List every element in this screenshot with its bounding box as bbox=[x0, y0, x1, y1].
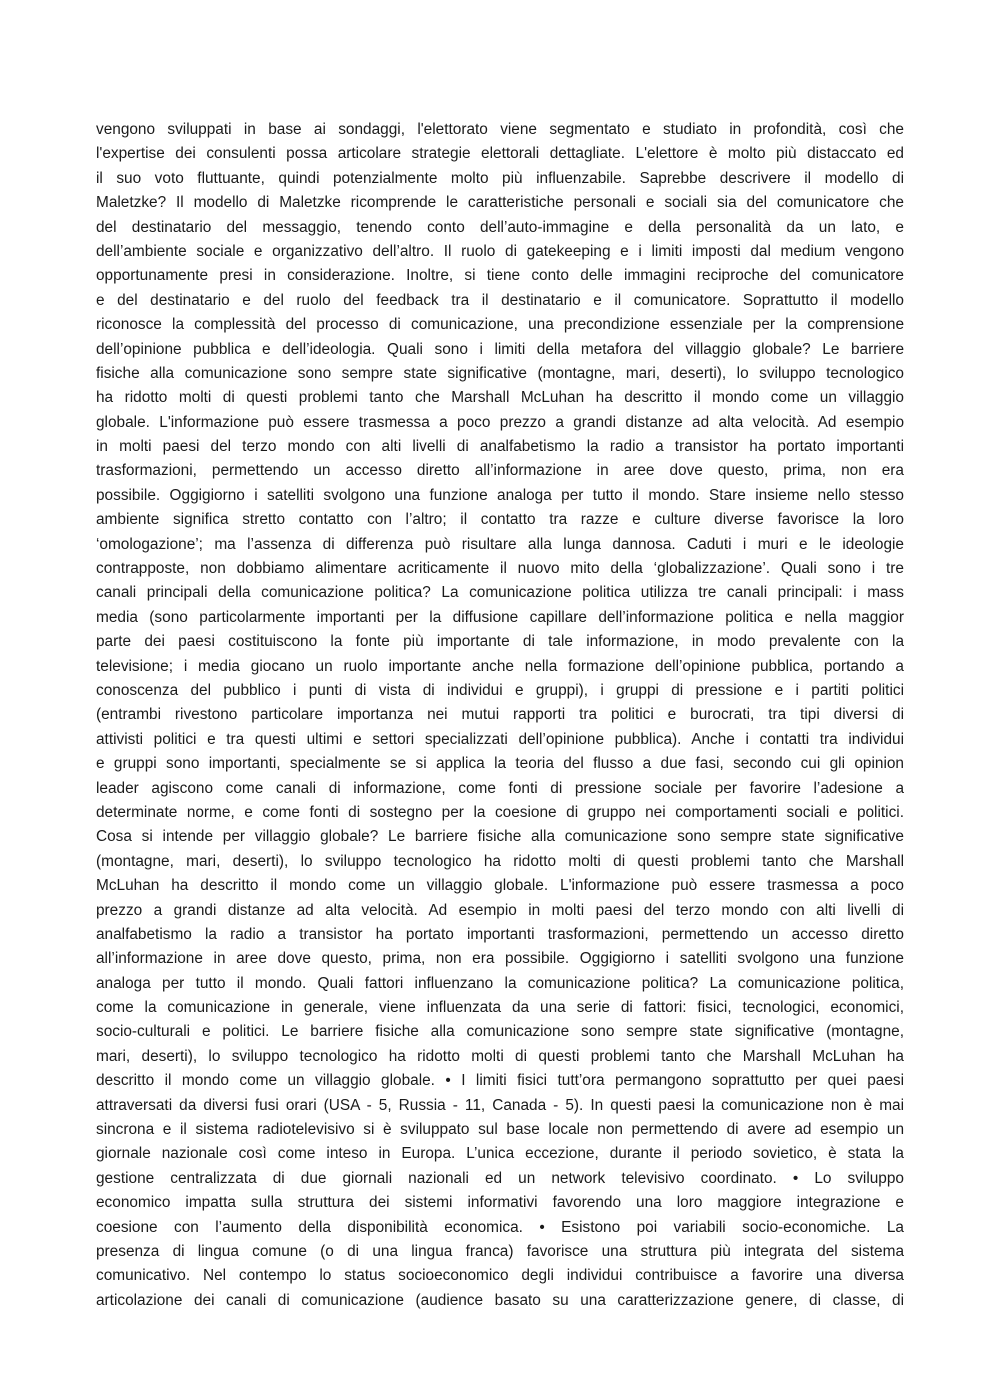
text-line: e gruppi sono importanti, specialmente se si applica la teoria del flusso a due fasi, secondo cui gli opinion bbox=[96, 755, 904, 773]
text-line: conoscenza del pubblico i punti di vista di individui e gruppi), i gruppi di pressione e i partiti politici bbox=[96, 681, 904, 699]
text-line: trasformazioni, permettendo un accesso diretto all’informazione in aree dove questo, prima, non era bbox=[96, 462, 904, 480]
text-line: descritto il mondo come un villaggio globale. • I limiti fisici tutt’ora permangono soprattutto per quei paesi bbox=[96, 1072, 904, 1090]
text-line: media (sono particolarmente importanti per la diffusione capillare dell’informazione politica e nella maggior bbox=[96, 608, 904, 626]
text-line: coesione con l’aumento della disponibilità economica. • Esistono poi variabili socio-economiche. La bbox=[96, 1218, 904, 1236]
text-line: mari, deserti), lo sviluppo tecnologico ha ridotto molti di questi problemi tanto che Marshall McLuhan ha bbox=[96, 1047, 904, 1065]
text-line: analoga per tutto il mondo. Quali fattori influenzano la comunicazione politica? La comunicazione politica, bbox=[96, 974, 904, 992]
text-line: vengono sviluppati in base ai sondaggi, l'elettorato viene segmentato e studiato in profondità, così che bbox=[96, 121, 904, 138]
text-line: (entrambi rivestono particolare importanza nei mutui rapporti tra politici e burocrati, tra tipi diversi di bbox=[96, 706, 904, 724]
text-line: determinate norme, e come fonti di sostegno per la coesione di gruppo nei comportamenti sociali e politici. bbox=[96, 803, 904, 821]
text-line: prezzo a grandi distanze ad alta velocità. Ad esempio in molti paesi del terzo mondo con alti livelli di bbox=[96, 901, 904, 919]
text-line: canali principali della comunicazione politica? La comunicazione politica utilizza tre canali principali: i mass bbox=[96, 584, 904, 602]
text-line: McLuhan ha descritto il mondo come un villaggio globale. L'informazione può essere trasmessa a poco bbox=[96, 877, 904, 895]
text-line: comunicativo. Nel contempo lo status socioeconomico degli individui contribuisce a favorire una diversa bbox=[96, 1267, 904, 1285]
text-line: attivisti politici e tra questi ultimi e settori specializzati dell’opinione pubblica). Anche i contatti tra individui bbox=[96, 730, 904, 748]
text-line: il suo voto fluttuante, quindi potenzialmente molto più influenzabile. Saprebbe descrivere il modello di bbox=[96, 169, 904, 187]
text-line: attraversati da diversi fusi orari (USA - 5, Russia - 11, Canada - 5). In questi paesi la comunicazione non è mai bbox=[96, 1096, 904, 1114]
text-line: e del destinatario e del ruolo del feedback tra il destinatario e il comunicatore. Soprattutto il modello bbox=[96, 291, 904, 309]
text-line: come la comunicazione in generale, viene influenzata da una serie di fattori: fisici, tecnologici, economici, bbox=[96, 999, 904, 1017]
text-line: all’informazione in aree dove questo, prima, non era possibile. Oggigiorno i satelliti svolgono una funzione bbox=[96, 950, 904, 968]
text-line: ‘omologazione’; ma l’assenza di differenza può risultare alla lunga dannosa. Caduti i muri e le ideologie bbox=[96, 535, 904, 553]
text-line: opportunamente presi in considerazione. Inoltre, si tiene conto delle immagini reciproche del comunicatore bbox=[96, 267, 904, 285]
document-page bbox=[96, 118, 904, 1313]
text-line: globale. L'informazione può essere trasmessa a poco prezzo a grandi distanze ad alta velocità. Ad esempio bbox=[96, 413, 904, 431]
text-line: leader agiscono come canali di informazione, come fonti di pressione sociale per favorire l’adesione a bbox=[96, 779, 904, 797]
text-line: del destinatario del messaggio, tenendo conto dell’auto-immagine e della personalità da un lato, e bbox=[96, 218, 904, 236]
text-line: parte dei paesi costituiscono la fonte più importante di tale informazione, in modo prevalente con la bbox=[96, 633, 904, 651]
text-line: analfabetismo la radio a transistor ha portato importanti trasformazioni, permettendo un accesso diretto bbox=[96, 925, 904, 943]
text-line: ambiente significa stretto contatto con l’altro; il contatto tra razze e culture diverse favorisce la loro bbox=[96, 511, 904, 529]
text-line: ha ridotto molti di questi problemi tanto che Marshall McLuhan ha descritto il mondo come un villaggio bbox=[96, 389, 904, 407]
text-line: in molti paesi del terzo mondo con alti livelli di analfabetismo la radio a transistor ha portato importanti bbox=[96, 438, 904, 456]
text-line: (montagne, mari, deserti), lo sviluppo tecnologico ha ridotto molti di questi problemi tanto che Marshall bbox=[96, 852, 904, 870]
text-line: giornale nazionale così come inteso in Europa. L’unica eccezione, durante il periodo sovietico, è stata la bbox=[96, 1145, 904, 1163]
text-line: televisione; i media giocano un ruolo importante anche nella formazione dell’opinione pubblica, portando a bbox=[96, 657, 904, 675]
text-line: economico impatta sulla struttura dei sistemi informativi favorendo una loro maggiore integrazione e bbox=[96, 1194, 904, 1212]
text-line: l'expertise dei consulenti possa articolare strategie elettorali dettagliate. L'elettore è molto più distaccato ed bbox=[96, 145, 904, 163]
text-line: presenza di lingua comune (o di una lingua franca) favorisce una struttura più integrata del sistema bbox=[96, 1242, 904, 1260]
text-line: fisiche alla comunicazione sono sempre state significative (montagne, mari, deserti), lo sviluppo tecnologico bbox=[96, 364, 904, 382]
text-line: sincrona e il sistema radiotelevisivo si è sviluppato sul base locale non permettendo di avere ad esempio un bbox=[96, 1121, 904, 1139]
text-line: possibile. Oggigiorno i satelliti svolgono una funzione analoga per tutto il mondo. Stare insieme nello stesso bbox=[96, 486, 904, 504]
text-line: gestione centralizzata di due giornali nazionali ed un network televisivo coordinato. • Lo sviluppo bbox=[96, 1169, 904, 1187]
text-line: socio-culturali e politici. Le barriere fisiche alla comunicazione sono sempre state significative (montagne, bbox=[96, 1023, 904, 1041]
text-line: contrapposte, non dobbiamo alimentare acriticamente il nuovo mito della ‘globalizzazione’. Quali sono i tre bbox=[96, 560, 904, 578]
text-line: dell’opinione pubblica e dell’ideologia. Quali sono i limiti della metafora del villaggio globale? Le barriere bbox=[96, 340, 904, 358]
text-line: Cosa si intende per villaggio globale? Le barriere fisiche alla comunicazione sono sempre state significative bbox=[96, 828, 904, 846]
text-line: riconosce la complessità del processo di comunicazione, una precondizione essenziale per la comprensione bbox=[96, 316, 904, 334]
text-line: dell’ambiente sociale e organizzativo dell’altro. Il ruolo di gatekeeping e i limiti imposti dal medium vengono bbox=[96, 242, 904, 260]
text-line: articolazione dei canali di comunicazione (audience basato su una caratterizzazione genere, di classe, di bbox=[96, 1291, 904, 1309]
text-line: Maletzke? Il modello di Maletzke ricomprende le caratteristiche personali e sociali sia del comunicatore che bbox=[96, 194, 904, 212]
